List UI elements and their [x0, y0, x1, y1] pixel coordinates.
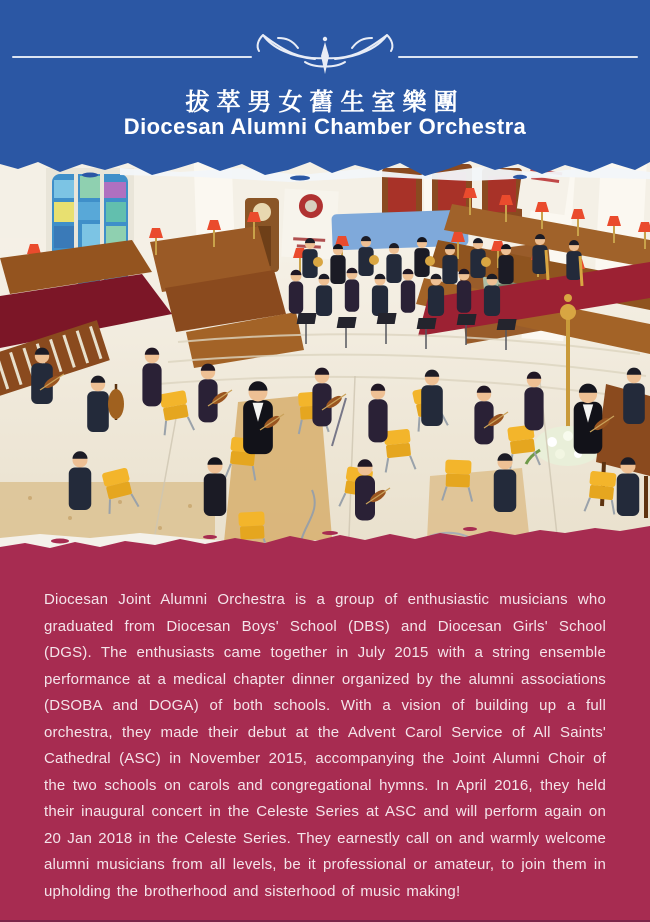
orchestra-photo — [0, 146, 650, 562]
divider-line-left — [12, 56, 252, 58]
flourish-icon — [0, 18, 650, 84]
page-title-english: Diocesan Alumni Chamber Orchestra — [123, 114, 527, 139]
page-title-chinese: 拔萃男女舊生室樂團 — [185, 89, 465, 116]
torn-edge-top — [0, 148, 650, 184]
divider-line-right — [398, 56, 638, 58]
torn-edge-bottom — [0, 522, 650, 564]
description-paragraph: Diocesan Joint Alumni Orchestra is a group of enthusiastic musicians who graduated from Diocesan Boys' School (DBS) and Diocesan Girls' School (DGS). The enthusiasts came together in July 2015 with a string ensemble performance at a medical chapter dinner organized by the alumni associations (DSOBA and DOGA) of both schools. With a vision of building up a full orchestra, they made their debut at the Advent Carol Service of All Saints' Cathedral (ASC) in November 2015, accompanying the Joint Alumni Choir of the two schools on carols and congregational hymns. In April 2016, they held their inaugural concert in the Celeste Series at ASC and will perform again on 20 Jan 2018 in the Celeste Series. They earnestly call on and warmly welcome alumni musicians from all levels, be it professional or amateur, to join them in upholding the brotherhood and sisterhood of music making! — [44, 591, 606, 900]
